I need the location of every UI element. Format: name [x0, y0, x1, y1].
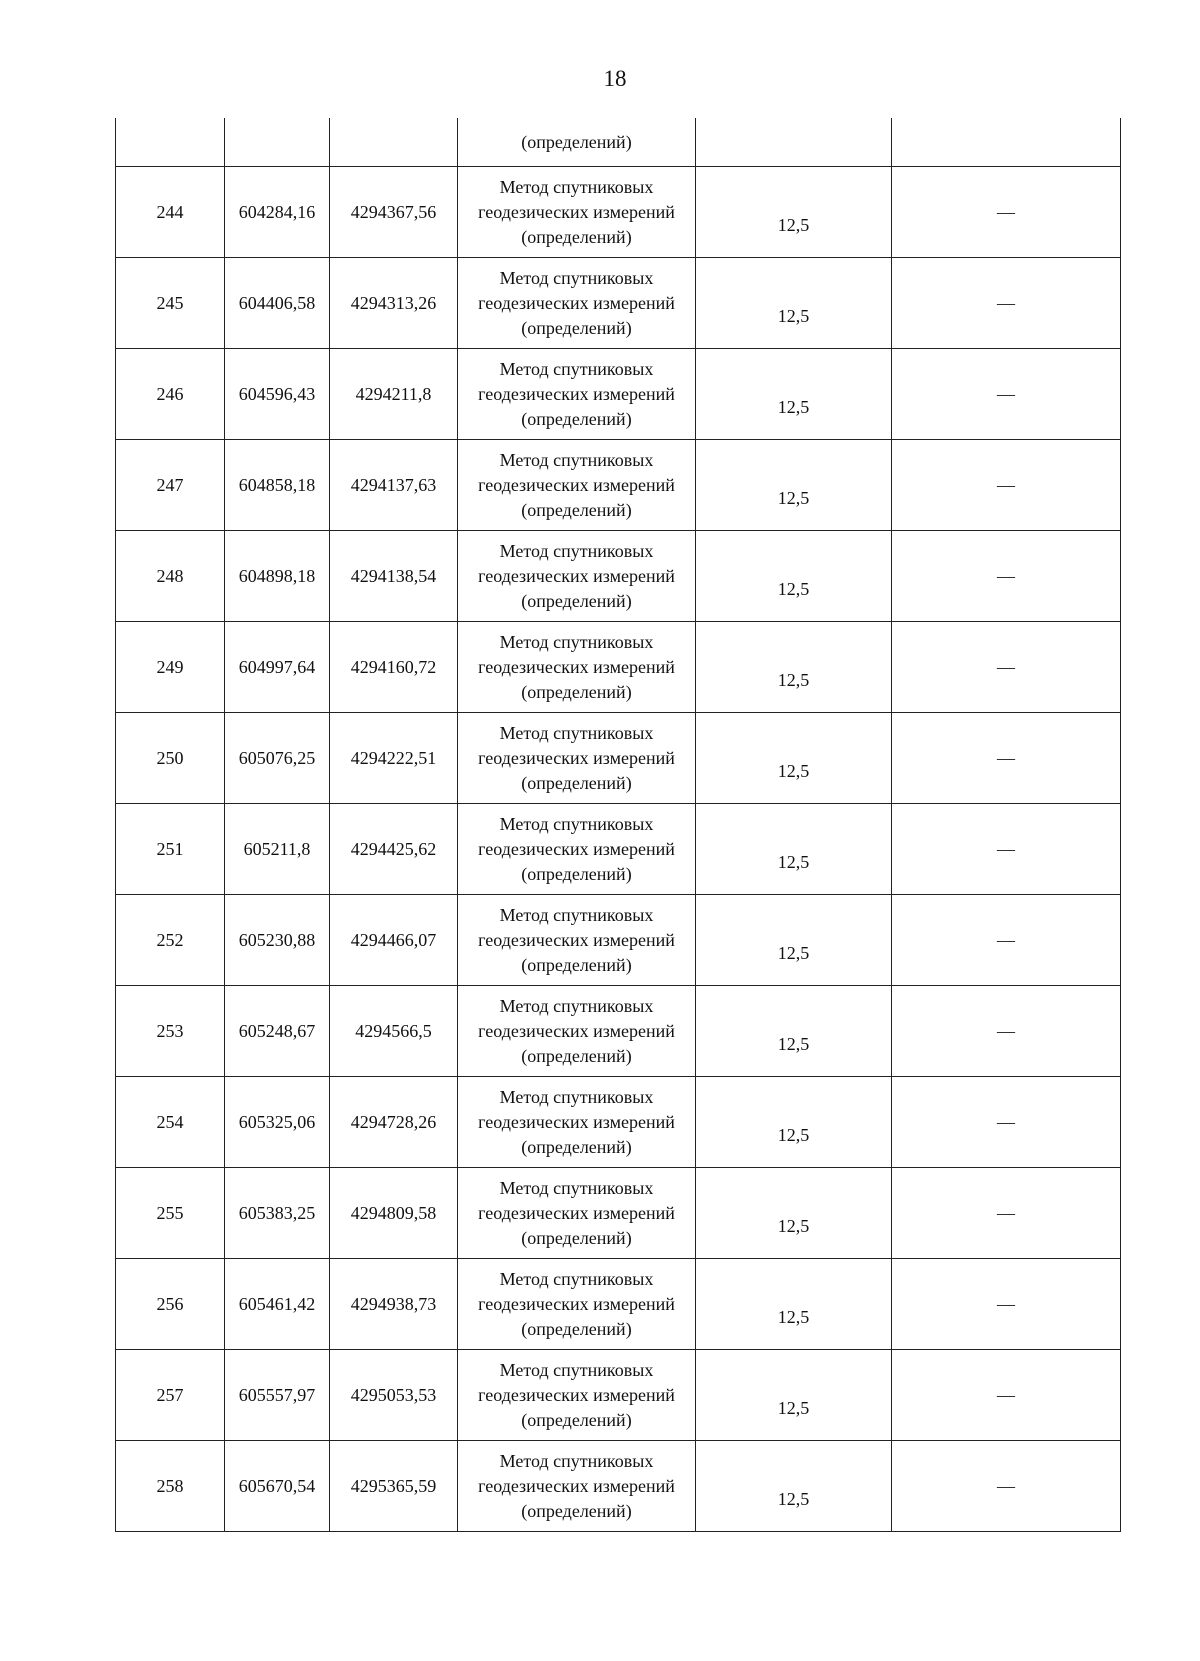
y-coordinate-cell: 4294138,54 [330, 531, 458, 622]
note-dash: — [997, 1202, 1015, 1223]
table-row [116, 804, 1121, 895]
accuracy-value: 12,5 [777, 579, 810, 599]
note-cell [892, 1441, 1121, 1532]
table-row [116, 1259, 1121, 1350]
accuracy-cell [696, 1350, 892, 1441]
method-line-1: Метод спутниковых [499, 1086, 654, 1107]
method-line-3: (определений) [521, 1500, 632, 1521]
y-coordinate-cell: 4294938,73 [330, 1259, 458, 1350]
table-continuation-row [116, 118, 1121, 167]
method-line-1: Метод спутниковых [499, 540, 654, 561]
method-line-2: геодезических измерений [478, 474, 675, 495]
accuracy-value: 12,5 [777, 488, 810, 508]
note-dash: — [997, 565, 1015, 586]
method-line-2: геодезических измерений [478, 1020, 675, 1041]
note-cell [892, 167, 1121, 258]
point-number-cell: 248 [116, 531, 225, 622]
point-number-cell: 252 [116, 895, 225, 986]
method-cell [458, 895, 696, 986]
y-coordinate-cell [330, 118, 458, 167]
x-coordinate-cell: 604858,18 [225, 440, 330, 531]
method-cell [458, 531, 696, 622]
x-coordinate-cell [225, 118, 330, 167]
point-number-cell: 255 [116, 1168, 225, 1259]
point-number-cell: 249 [116, 622, 225, 713]
table-row [116, 258, 1121, 349]
y-coordinate-cell: 4295365,59 [330, 1441, 458, 1532]
table-row [116, 713, 1121, 804]
method-line-2: геодезических измерений [478, 1202, 675, 1223]
note-dash: — [997, 474, 1015, 495]
table-row [116, 622, 1121, 713]
y-coordinate-cell: 4294425,62 [330, 804, 458, 895]
x-coordinate-cell: 604898,18 [225, 531, 330, 622]
note-cell [892, 258, 1121, 349]
accuracy-cell [696, 1168, 892, 1259]
note-cell [892, 622, 1121, 713]
accuracy-cell [696, 349, 892, 440]
method-cell [458, 440, 696, 531]
method-line-1: Метод спутниковых [499, 1268, 654, 1289]
note-dash: — [997, 1384, 1015, 1405]
method-line-3: (определений) [521, 863, 632, 884]
accuracy-cell [696, 531, 892, 622]
table-row [116, 895, 1121, 986]
method-line-2: геодезических измерений [478, 383, 675, 404]
accuracy-value: 12,5 [777, 1216, 810, 1236]
x-coordinate-cell: 604406,58 [225, 258, 330, 349]
method-cell [458, 622, 696, 713]
method-line-2: геодезических измерений [478, 656, 675, 677]
note-cell [892, 713, 1121, 804]
accuracy-cell [696, 1077, 892, 1168]
note-dash: — [997, 1111, 1015, 1132]
accuracy-cell [696, 1259, 892, 1350]
method-cell [458, 349, 696, 440]
method-cell [458, 1441, 696, 1532]
x-coordinate-cell: 604997,64 [225, 622, 330, 713]
y-coordinate-cell: 4294728,26 [330, 1077, 458, 1168]
y-coordinate-cell: 4295053,53 [330, 1350, 458, 1441]
table-row [116, 349, 1121, 440]
method-line-3: (определений) [521, 317, 632, 338]
method-line-2: геодезических измерений [478, 201, 675, 222]
note-dash: — [997, 1293, 1015, 1314]
method-line-3: (определений) [521, 1227, 632, 1248]
method-line-2: геодезических измерений [478, 838, 675, 859]
x-coordinate-cell: 604596,43 [225, 349, 330, 440]
method-line-3: (определений) [521, 408, 632, 429]
table-row [116, 1168, 1121, 1259]
accuracy-cell [696, 258, 892, 349]
y-coordinate-cell: 4294367,56 [330, 167, 458, 258]
point-number-cell: 257 [116, 1350, 225, 1441]
method-line-1: Метод спутниковых [499, 176, 654, 197]
method-line-1: Метод спутниковых [499, 813, 654, 834]
y-coordinate-cell: 4294313,26 [330, 258, 458, 349]
note-dash: — [997, 201, 1015, 222]
method-line-3: (определений) [521, 772, 632, 793]
note-cell [892, 531, 1121, 622]
method-line-1: Метод спутниковых [499, 1177, 654, 1198]
method-line-3: (определений) [521, 681, 632, 702]
note-cell [892, 1168, 1121, 1259]
table-row [116, 1350, 1121, 1441]
method-line-2: геодезических измерений [478, 1293, 675, 1314]
note-cell [892, 1259, 1121, 1350]
method-line-3: (определений) [521, 499, 632, 520]
note-cell [892, 1077, 1121, 1168]
method-line-1: Метод спутниковых [499, 267, 654, 288]
method-line-3: (определений) [521, 1318, 632, 1339]
table-row [116, 986, 1121, 1077]
point-number-cell: 247 [116, 440, 225, 531]
table-row [116, 167, 1121, 258]
accuracy-value: 12,5 [777, 943, 810, 963]
table-row [116, 440, 1121, 531]
x-coordinate-cell: 605670,54 [225, 1441, 330, 1532]
y-coordinate-cell: 4294211,8 [330, 349, 458, 440]
method-line-3: (определений) [521, 1045, 632, 1066]
note-dash: — [997, 1475, 1015, 1496]
method-line-2: геодезических измерений [478, 747, 675, 768]
method-line-2: геодезических измерений [478, 1111, 675, 1132]
method-line-1: Метод спутниковых [499, 631, 654, 652]
x-coordinate-cell: 604284,16 [225, 167, 330, 258]
method-line-1: Метод спутниковых [499, 904, 654, 925]
accuracy-value: 12,5 [777, 1398, 810, 1418]
point-number-cell: 246 [116, 349, 225, 440]
point-number-cell: 258 [116, 1441, 225, 1532]
method-line-1: Метод спутниковых [499, 358, 654, 379]
x-coordinate-cell: 605230,88 [225, 895, 330, 986]
accuracy-cell [696, 713, 892, 804]
coordinates-table [115, 118, 1121, 1532]
method-line-3: (определений) [521, 1136, 632, 1157]
table-row [116, 1077, 1121, 1168]
note-dash: — [997, 656, 1015, 677]
method-line-1: Метод спутниковых [499, 722, 654, 743]
point-number-cell: 254 [116, 1077, 225, 1168]
method-line-3: (определений) [521, 590, 632, 611]
note-cell [892, 986, 1121, 1077]
x-coordinate-cell: 605383,25 [225, 1168, 330, 1259]
accuracy-cell [696, 895, 892, 986]
note-dash: — [997, 747, 1015, 768]
method-cell [458, 1077, 696, 1168]
x-coordinate-cell: 605557,97 [225, 1350, 330, 1441]
method-line-1: Метод спутниковых [499, 995, 654, 1016]
accuracy-value: 12,5 [777, 1034, 810, 1054]
y-coordinate-cell: 4294222,51 [330, 713, 458, 804]
y-coordinate-cell: 4294566,5 [330, 986, 458, 1077]
note-cell [892, 118, 1121, 167]
method-line-2: геодезических измерений [478, 292, 675, 313]
accuracy-cell [696, 440, 892, 531]
point-number-cell: 253 [116, 986, 225, 1077]
method-line-1: Метод спутниковых [499, 1450, 654, 1471]
accuracy-value: 12,5 [777, 761, 810, 781]
point-number-cell: 245 [116, 258, 225, 349]
accuracy-cell [696, 167, 892, 258]
x-coordinate-cell: 605211,8 [225, 804, 330, 895]
y-coordinate-cell: 4294160,72 [330, 622, 458, 713]
method-line-1: Метод спутниковых [499, 1359, 654, 1380]
accuracy-value: 12,5 [777, 852, 810, 872]
accuracy-value: 12,5 [777, 306, 810, 326]
accuracy-value: 12,5 [777, 670, 810, 690]
x-coordinate-cell: 605325,06 [225, 1077, 330, 1168]
method-line-3: (определений) [521, 226, 632, 247]
point-number-cell: 256 [116, 1259, 225, 1350]
accuracy-value: 12,5 [777, 1489, 810, 1509]
table-row [116, 1441, 1121, 1532]
method-line-3: (определений) [521, 954, 632, 975]
x-coordinate-cell: 605248,67 [225, 986, 330, 1077]
y-coordinate-cell: 4294137,63 [330, 440, 458, 531]
method-cell [458, 1259, 696, 1350]
accuracy-cell [696, 622, 892, 713]
method-line-1: Метод спутниковых [499, 449, 654, 470]
method-cell [458, 1168, 696, 1259]
point-cell [116, 118, 225, 167]
note-cell [892, 349, 1121, 440]
page-number: 18 [603, 66, 627, 91]
note-cell [892, 440, 1121, 531]
point-number-cell: 250 [116, 713, 225, 804]
accuracy-cell [696, 1441, 892, 1532]
method-cell [458, 167, 696, 258]
note-cell [892, 1350, 1121, 1441]
x-coordinate-cell: 605076,25 [225, 713, 330, 804]
accuracy-value: 12,5 [777, 1307, 810, 1327]
note-cell [892, 804, 1121, 895]
y-coordinate-cell: 4294809,58 [330, 1168, 458, 1259]
point-number-cell: 244 [116, 167, 225, 258]
method-cell [458, 804, 696, 895]
method-cell [458, 713, 696, 804]
accuracy-value: 12,5 [777, 1125, 810, 1145]
accuracy-value: 12,5 [777, 397, 810, 417]
note-dash: — [997, 929, 1015, 950]
method-line-3: (определений) [521, 1409, 632, 1430]
method-cell [458, 1350, 696, 1441]
table-row [116, 531, 1121, 622]
method-cell [458, 986, 696, 1077]
note-dash: — [997, 838, 1015, 859]
table-body [116, 118, 1121, 1532]
method-cell: (определений) [458, 118, 696, 167]
y-coordinate-cell: 4294466,07 [330, 895, 458, 986]
method-line-2: геодезических измерений [478, 1475, 675, 1496]
method-line-2: геодезических измерений [478, 565, 675, 586]
method-cell [458, 258, 696, 349]
note-dash: — [997, 383, 1015, 404]
note-dash: — [997, 1020, 1015, 1041]
note-dash: — [997, 292, 1015, 313]
method-line-2: геодезических измерений [478, 929, 675, 950]
accuracy-value: 12,5 [777, 215, 810, 235]
accuracy-cell [696, 804, 892, 895]
method-line-2: геодезических измерений [478, 1384, 675, 1405]
x-coordinate-cell: 605461,42 [225, 1259, 330, 1350]
accuracy-cell [696, 986, 892, 1077]
point-number-cell: 251 [116, 804, 225, 895]
note-cell [892, 895, 1121, 986]
accuracy-cell [696, 118, 892, 167]
